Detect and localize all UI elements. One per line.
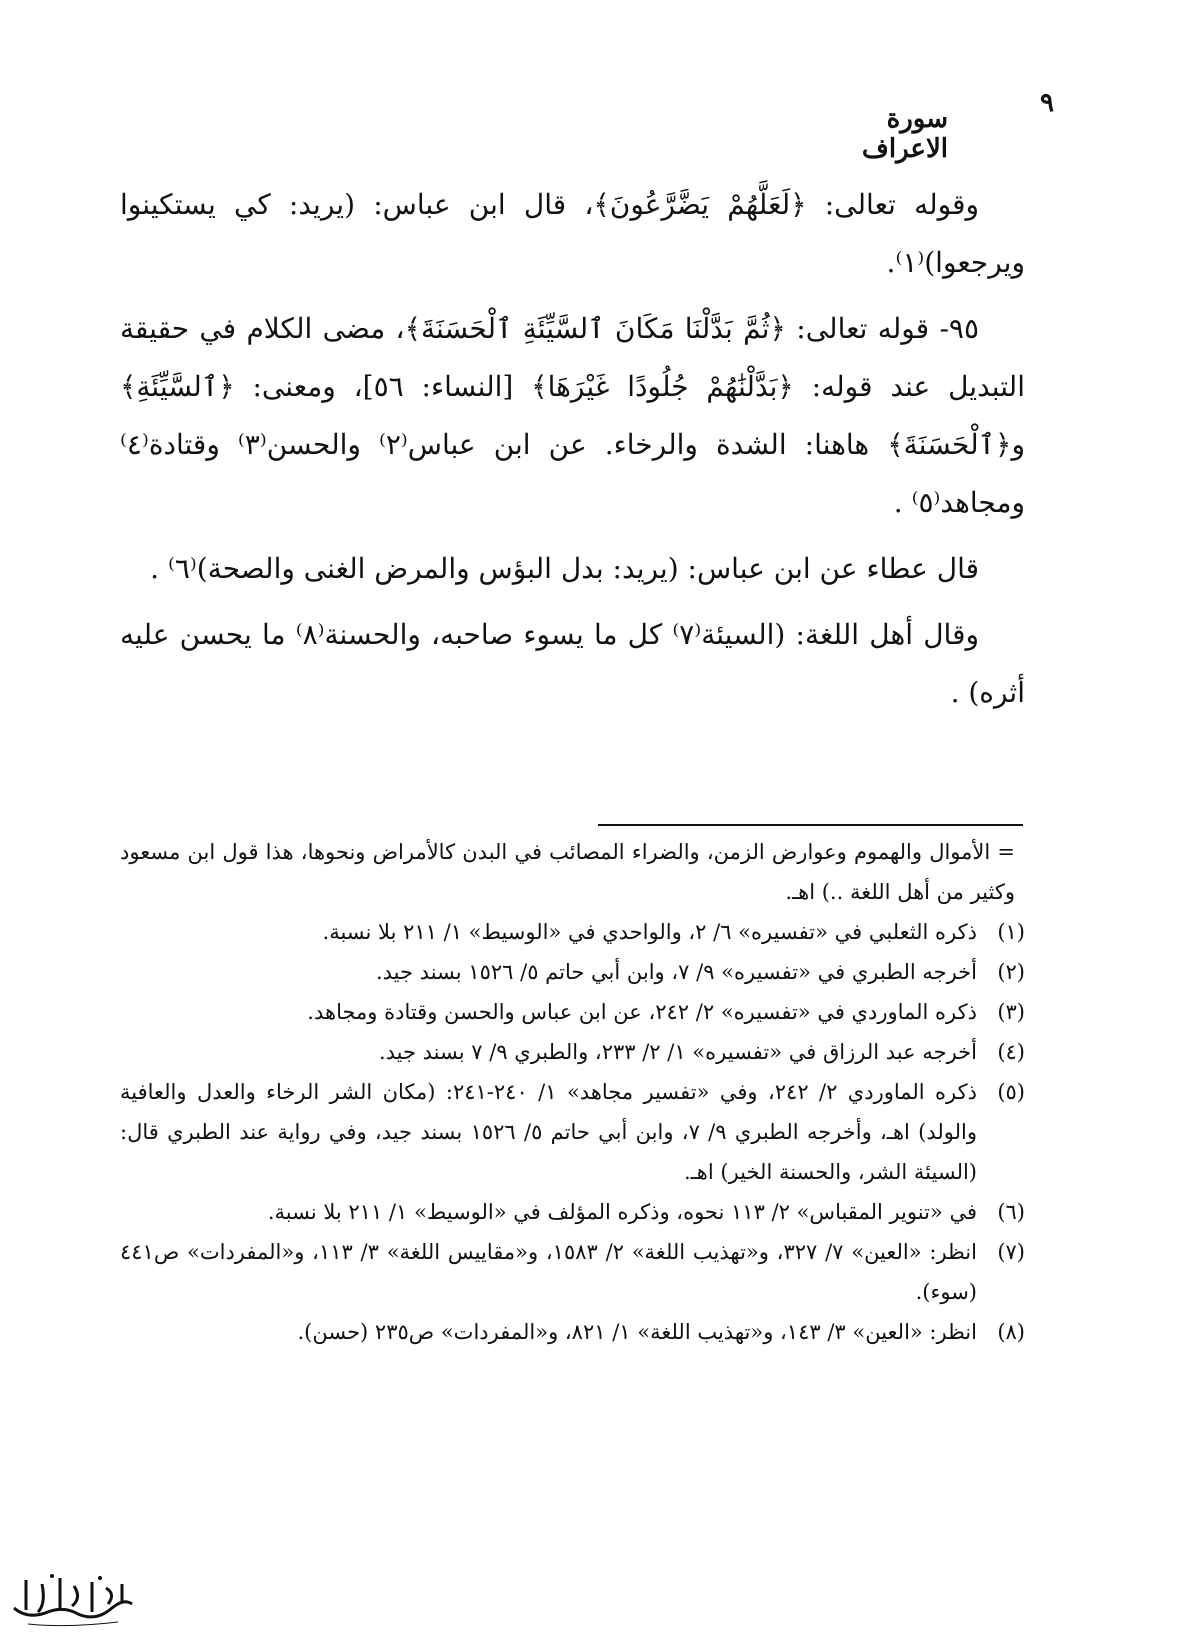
footnote xyxy=(120,1072,1025,1192)
footnote-separator xyxy=(598,824,1023,826)
footnote-text: أخرجه الطبري في «تفسيره» ٩/ ٧، وابن أبي حاتم ٥/ ١٥٢٦ بسند جيد. xyxy=(375,960,977,984)
paragraph: وقوله تعالى: ﴿لَعَلَّهُمْ يَضَّرَّعُونَ﴾، قال ابن عباس: (يريد: كي يستكينوا ويرجعوا)⁽١⁾. xyxy=(120,188,1025,279)
footnote xyxy=(120,912,1025,952)
footnote-text: انظر: «العين» ٧/ ٣٢٧، و«تهذيب اللغة» ٢/ ١٥٨٣، و«مقاييس اللغة» ٣/ ١١٣، و«المفردات» ص٤٤١ (سوء). xyxy=(120,1240,977,1304)
paragraph: ٩٥- قوله تعالى: ﴿ثُمَّ بَدَّلْنَا مَكَانَ ٱلسَّيِّئَةِ ٱلْحَسَنَةَ﴾، مضى الكلام في حقيقة التبديل عند قوله: ﴿بَدَّلْنَٰهُمْ جُلُودًا غَيْرَهَا﴾ [النساء: ٥٦]، ومعنى: ﴿ٱلسَّيِّئَةِ﴾ و﴿ٱلْحَسَنَةَ﴾ هاهنا: الشدة والرخاء. عن ابن عباس⁽٢⁾ والحسن⁽٣⁾ وقتادة⁽٤⁾ ومجاهد⁽٥⁾ . xyxy=(120,312,1025,519)
paragraph: قال عطاء عن ابن عباس: (يريد: بدل البؤس والمرض الغنى والصحة)⁽٦⁾ . xyxy=(150,552,979,585)
footnote-number: (٦) xyxy=(997,1200,1025,1224)
footnote-number: (٨) xyxy=(997,1320,1025,1344)
footnote xyxy=(120,1032,1025,1072)
footnote-text: انظر: «العين» ٣/ ١٤٣، و«تهذيب اللغة» ١/ ٨٢١، و«المفردات» ص٢٣٥ (حسن). xyxy=(297,1320,977,1344)
footnote xyxy=(120,1192,1025,1232)
footnote xyxy=(120,992,1025,1032)
footnote-number: (٢) xyxy=(997,960,1025,984)
footnote-number: (٣) xyxy=(997,1000,1025,1024)
footnote-text: ذكره الماوردي ٢/ ٢٤٢، وفي «تفسير مجاهد» ١/ ٢٤٠-٢٤١: (مكان الشر الرخاء والعدل والعافية والولد) اهـ، وأخرجه الطبري ٩/ ٧، وابن أبي حاتم ٥/ ١٥٢٦ بسند جيد، وفي رواية عند الطبري قال: (السيئة الشر، والحسنة الخير) اهـ. xyxy=(120,1080,978,1184)
running-header: سورة الاعراف xyxy=(861,104,948,164)
footnote-text: ذكره الثعلبي في «تفسيره» ٦/ ٢، والواحدي في «الوسيط» ١/ ٢١١ بلا نسبة. xyxy=(322,920,977,944)
footnote-number: (٥) xyxy=(997,1080,1025,1104)
footnote-number: (١) xyxy=(997,920,1025,944)
footnote xyxy=(120,1232,1025,1312)
footnote-text: في «تنوير المقباس» ٢/ ١١٣ نحوه، وذكره المؤلف في «الوسيط» ١/ ٢١١ بلا نسبة. xyxy=(267,1200,977,1224)
footnote xyxy=(120,1312,1025,1352)
footnote-text: ذكره الماوردي في «تفسيره» ٢/ ٢٤٢، عن ابن عباس والحسن وقتادة ومجاهد. xyxy=(307,1000,977,1024)
footnote-text: أخرجه عبد الرزاق في «تفسيره» ١/ ٢/ ٢٣٣، والطبري ٩/ ٧ بسند جيد. xyxy=(378,1040,977,1064)
footnotes xyxy=(120,832,1025,1352)
footnote-number: (٤) xyxy=(997,1040,1025,1064)
publisher-stamp-logo xyxy=(8,1568,138,1630)
main-text xyxy=(120,176,1025,722)
footnote-number: (٧) xyxy=(997,1240,1025,1264)
paragraph: وقال أهل اللغة: (السيئة⁽٧⁾ كل ما يسوء صاحبه، والحسنة⁽٨⁾ ما يحسن عليه أثره) . xyxy=(120,618,1025,709)
footnote-continuation: = الأموال والهموم وعوارض الزمن، والضراء المصائب في البدن كالأمراض ونحوها، هذا قول ابن مسعود وكثير من أهل اللغة ..) اهـ. xyxy=(120,840,1015,904)
page-mark: ٩ xyxy=(1040,88,1054,118)
footnote xyxy=(120,952,1025,992)
